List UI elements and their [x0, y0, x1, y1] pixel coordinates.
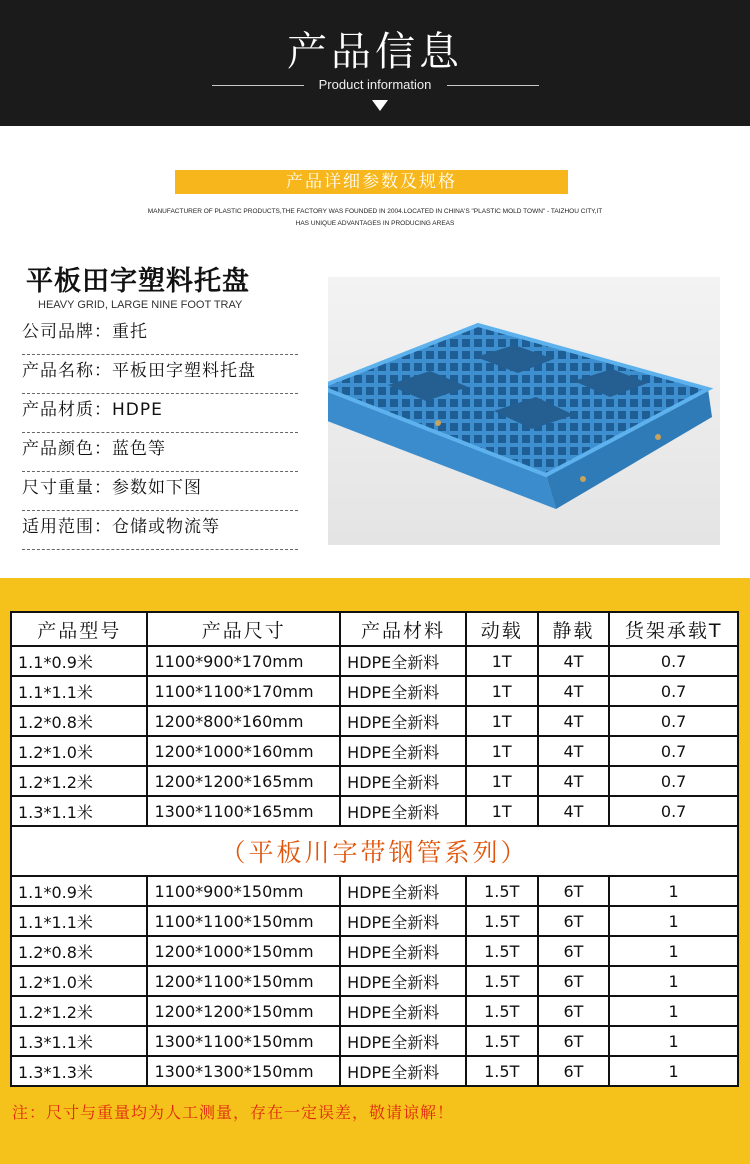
table-cell: 4T	[538, 796, 610, 826]
table-cell: 1.2*1.0米	[11, 736, 147, 766]
table-body	[11, 646, 738, 1086]
table-cell: 1	[609, 996, 738, 1026]
spec-brand	[22, 317, 298, 355]
spec-label: 适用范围：	[22, 517, 112, 537]
company-description	[100, 206, 650, 230]
table-cell: 1T	[466, 796, 538, 826]
table-cell: 1.5T	[466, 1056, 538, 1086]
table-cell: 1.2*1.2米	[11, 996, 147, 1026]
table-cell: 4T	[538, 676, 610, 706]
table-cell: HDPE全新料	[340, 966, 466, 996]
section-banner: 产品详细参数及规格	[175, 170, 568, 194]
table-cell: HDPE全新料	[340, 906, 466, 936]
table-cell: 1.5T	[466, 876, 538, 906]
header-rack-load: 货架承载T	[609, 612, 738, 646]
table-cell: 1T	[466, 706, 538, 736]
table-cell: 0.7	[609, 766, 738, 796]
table-cell: 1200*1100*150mm	[147, 966, 340, 996]
table-cell: HDPE全新料	[340, 646, 466, 676]
table-cell: HDPE全新料	[340, 796, 466, 826]
spec-value: 平板田字塑料托盘	[112, 361, 256, 381]
table-cell: 4T	[538, 646, 610, 676]
table-cell: 6T	[538, 876, 610, 906]
table-cell: 6T	[538, 1056, 610, 1086]
table-cell: HDPE全新料	[340, 936, 466, 966]
table-cell: 1.1*0.9米	[11, 646, 147, 676]
table-cell: 0.7	[609, 706, 738, 736]
table-cell: 1	[609, 876, 738, 906]
table-cell: HDPE全新料	[340, 766, 466, 796]
spec-label: 产品材质：	[22, 400, 112, 420]
table-cell: 1T	[466, 736, 538, 766]
down-arrow-icon	[372, 100, 388, 111]
table-cell: 6T	[538, 966, 610, 996]
table-cell: 6T	[538, 996, 610, 1026]
table-cell: 1T	[466, 676, 538, 706]
table-cell: 0.7	[609, 676, 738, 706]
table-cell: HDPE全新料	[340, 676, 466, 706]
table-cell: 1200*1000*150mm	[147, 936, 340, 966]
table-row	[11, 706, 738, 736]
table-cell: HDPE全新料	[340, 706, 466, 736]
company-line-1: MANUFACTURER OF PLASTIC PRODUCTS,THE FACTORY WAS FOUNDED IN 2004.LOCATED IN CHINA'S "PLASTIC MOLD TOWN" - TAIZHOU CITY,IT	[147, 208, 603, 215]
spec-material	[22, 395, 298, 433]
table-row	[11, 646, 738, 676]
header-model: 产品型号	[11, 612, 147, 646]
header-size: 产品尺寸	[147, 612, 340, 646]
table-cell: 1100*1100*170mm	[147, 676, 340, 706]
table-row	[11, 996, 738, 1026]
table-cell: 1.3*1.3米	[11, 1056, 147, 1086]
table-header-row	[11, 612, 738, 646]
table-cell: 1	[609, 936, 738, 966]
table-cell: 1.2*1.0米	[11, 966, 147, 996]
spec-value: 参数如下图	[112, 478, 202, 498]
table-cell: 1.1*0.9米	[11, 876, 147, 906]
table-cell: 1T	[466, 646, 538, 676]
table-cell: 0.7	[609, 646, 738, 676]
table-cell: 1.5T	[466, 936, 538, 966]
table-cell: HDPE全新料	[340, 1056, 466, 1086]
table-cell: 1200*1000*160mm	[147, 736, 340, 766]
table-cell: 4T	[538, 766, 610, 796]
spec-table	[10, 611, 739, 1087]
spec-label: 产品颜色：	[22, 439, 112, 459]
company-line-2: HAS UNIQUE ADVANTAGES IN PRODUCING AREAS	[295, 220, 455, 227]
series-title: （平板川字带钢管系列）	[11, 826, 738, 876]
table-cell: 1.5T	[466, 1026, 538, 1056]
table-row	[11, 796, 738, 826]
table-row	[11, 676, 738, 706]
spec-size-weight	[22, 473, 298, 511]
spec-value: 重托	[112, 322, 148, 342]
table-cell: HDPE全新料	[340, 996, 466, 1026]
table-cell: 1300*1300*150mm	[147, 1056, 340, 1086]
table-cell: 4T	[538, 736, 610, 766]
spec-name	[22, 356, 298, 394]
table-row	[11, 966, 738, 996]
product-subtitle: HEAVY GRID, LARGE NINE FOOT TRAY	[38, 299, 243, 311]
table-cell: 1300*1100*150mm	[147, 1026, 340, 1056]
table-cell: 0.7	[609, 736, 738, 766]
table-cell: 1	[609, 966, 738, 996]
table-cell: 1.5T	[466, 906, 538, 936]
table-cell: 6T	[538, 906, 610, 936]
page-title: 产品信息	[287, 29, 463, 75]
spec-usage	[22, 512, 298, 550]
product-image	[328, 277, 720, 545]
table-cell: 1100*1100*150mm	[147, 906, 340, 936]
table-cell: 4T	[538, 706, 610, 736]
divider-right	[447, 85, 539, 86]
table-cell: 6T	[538, 1026, 610, 1056]
table-cell: 1300*1100*165mm	[147, 796, 340, 826]
table-cell: 1T	[466, 766, 538, 796]
table-cell: HDPE全新料	[340, 1026, 466, 1056]
table-cell: 1200*1200*165mm	[147, 766, 340, 796]
header-dynamic-load: 动载	[466, 612, 538, 646]
header-static-load: 静载	[538, 612, 610, 646]
spec-value: 蓝色等	[112, 439, 166, 459]
table-row	[11, 736, 738, 766]
spec-label: 产品名称：	[22, 361, 112, 381]
table-cell: 1	[609, 1056, 738, 1086]
table-row	[11, 1056, 738, 1086]
spec-color	[22, 434, 298, 472]
product-title: 平板田字塑料托盘	[26, 266, 250, 297]
table-cell: 1.1*1.1米	[11, 906, 147, 936]
spec-label: 公司品牌：	[22, 322, 112, 342]
series-title-row	[11, 826, 738, 876]
table-row	[11, 1026, 738, 1056]
page-subtitle: Product information	[318, 77, 432, 92]
table-cell: 1200*1200*150mm	[147, 996, 340, 1026]
table-cell: 0.7	[609, 796, 738, 826]
table-cell: 1.1*1.1米	[11, 676, 147, 706]
spec-value: HDPE	[112, 400, 163, 420]
page-header	[0, 0, 750, 126]
header-material: 产品材料	[340, 612, 466, 646]
table-cell: HDPE全新料	[340, 876, 466, 906]
table-cell: 1.2*0.8米	[11, 706, 147, 736]
table-cell: 1100*900*170mm	[147, 646, 340, 676]
table-cell: 1100*900*150mm	[147, 876, 340, 906]
table-cell: 1.3*1.1米	[11, 1026, 147, 1056]
table-cell: 6T	[538, 936, 610, 966]
table-cell: 1	[609, 906, 738, 936]
measurement-note: 注：尺寸与重量均为人工测量，存在一定误差，敬请谅解！	[12, 1103, 455, 1122]
table-cell: 1.3*1.1米	[11, 796, 147, 826]
table-cell: HDPE全新料	[340, 736, 466, 766]
table-row	[11, 936, 738, 966]
table-cell: 1.5T	[466, 996, 538, 1026]
pallet-illustration	[328, 277, 720, 545]
table-row	[11, 906, 738, 936]
spec-value: 仓储或物流等	[112, 517, 220, 537]
table-cell: 1.2*1.2米	[11, 766, 147, 796]
table-row	[11, 876, 738, 906]
table-cell: 1	[609, 1026, 738, 1056]
table-cell: 1.5T	[466, 966, 538, 996]
table-cell: 1200*800*160mm	[147, 706, 340, 736]
spec-label: 尺寸重量：	[22, 478, 112, 498]
table-cell: 1.2*0.8米	[11, 936, 147, 966]
table-row	[11, 766, 738, 796]
